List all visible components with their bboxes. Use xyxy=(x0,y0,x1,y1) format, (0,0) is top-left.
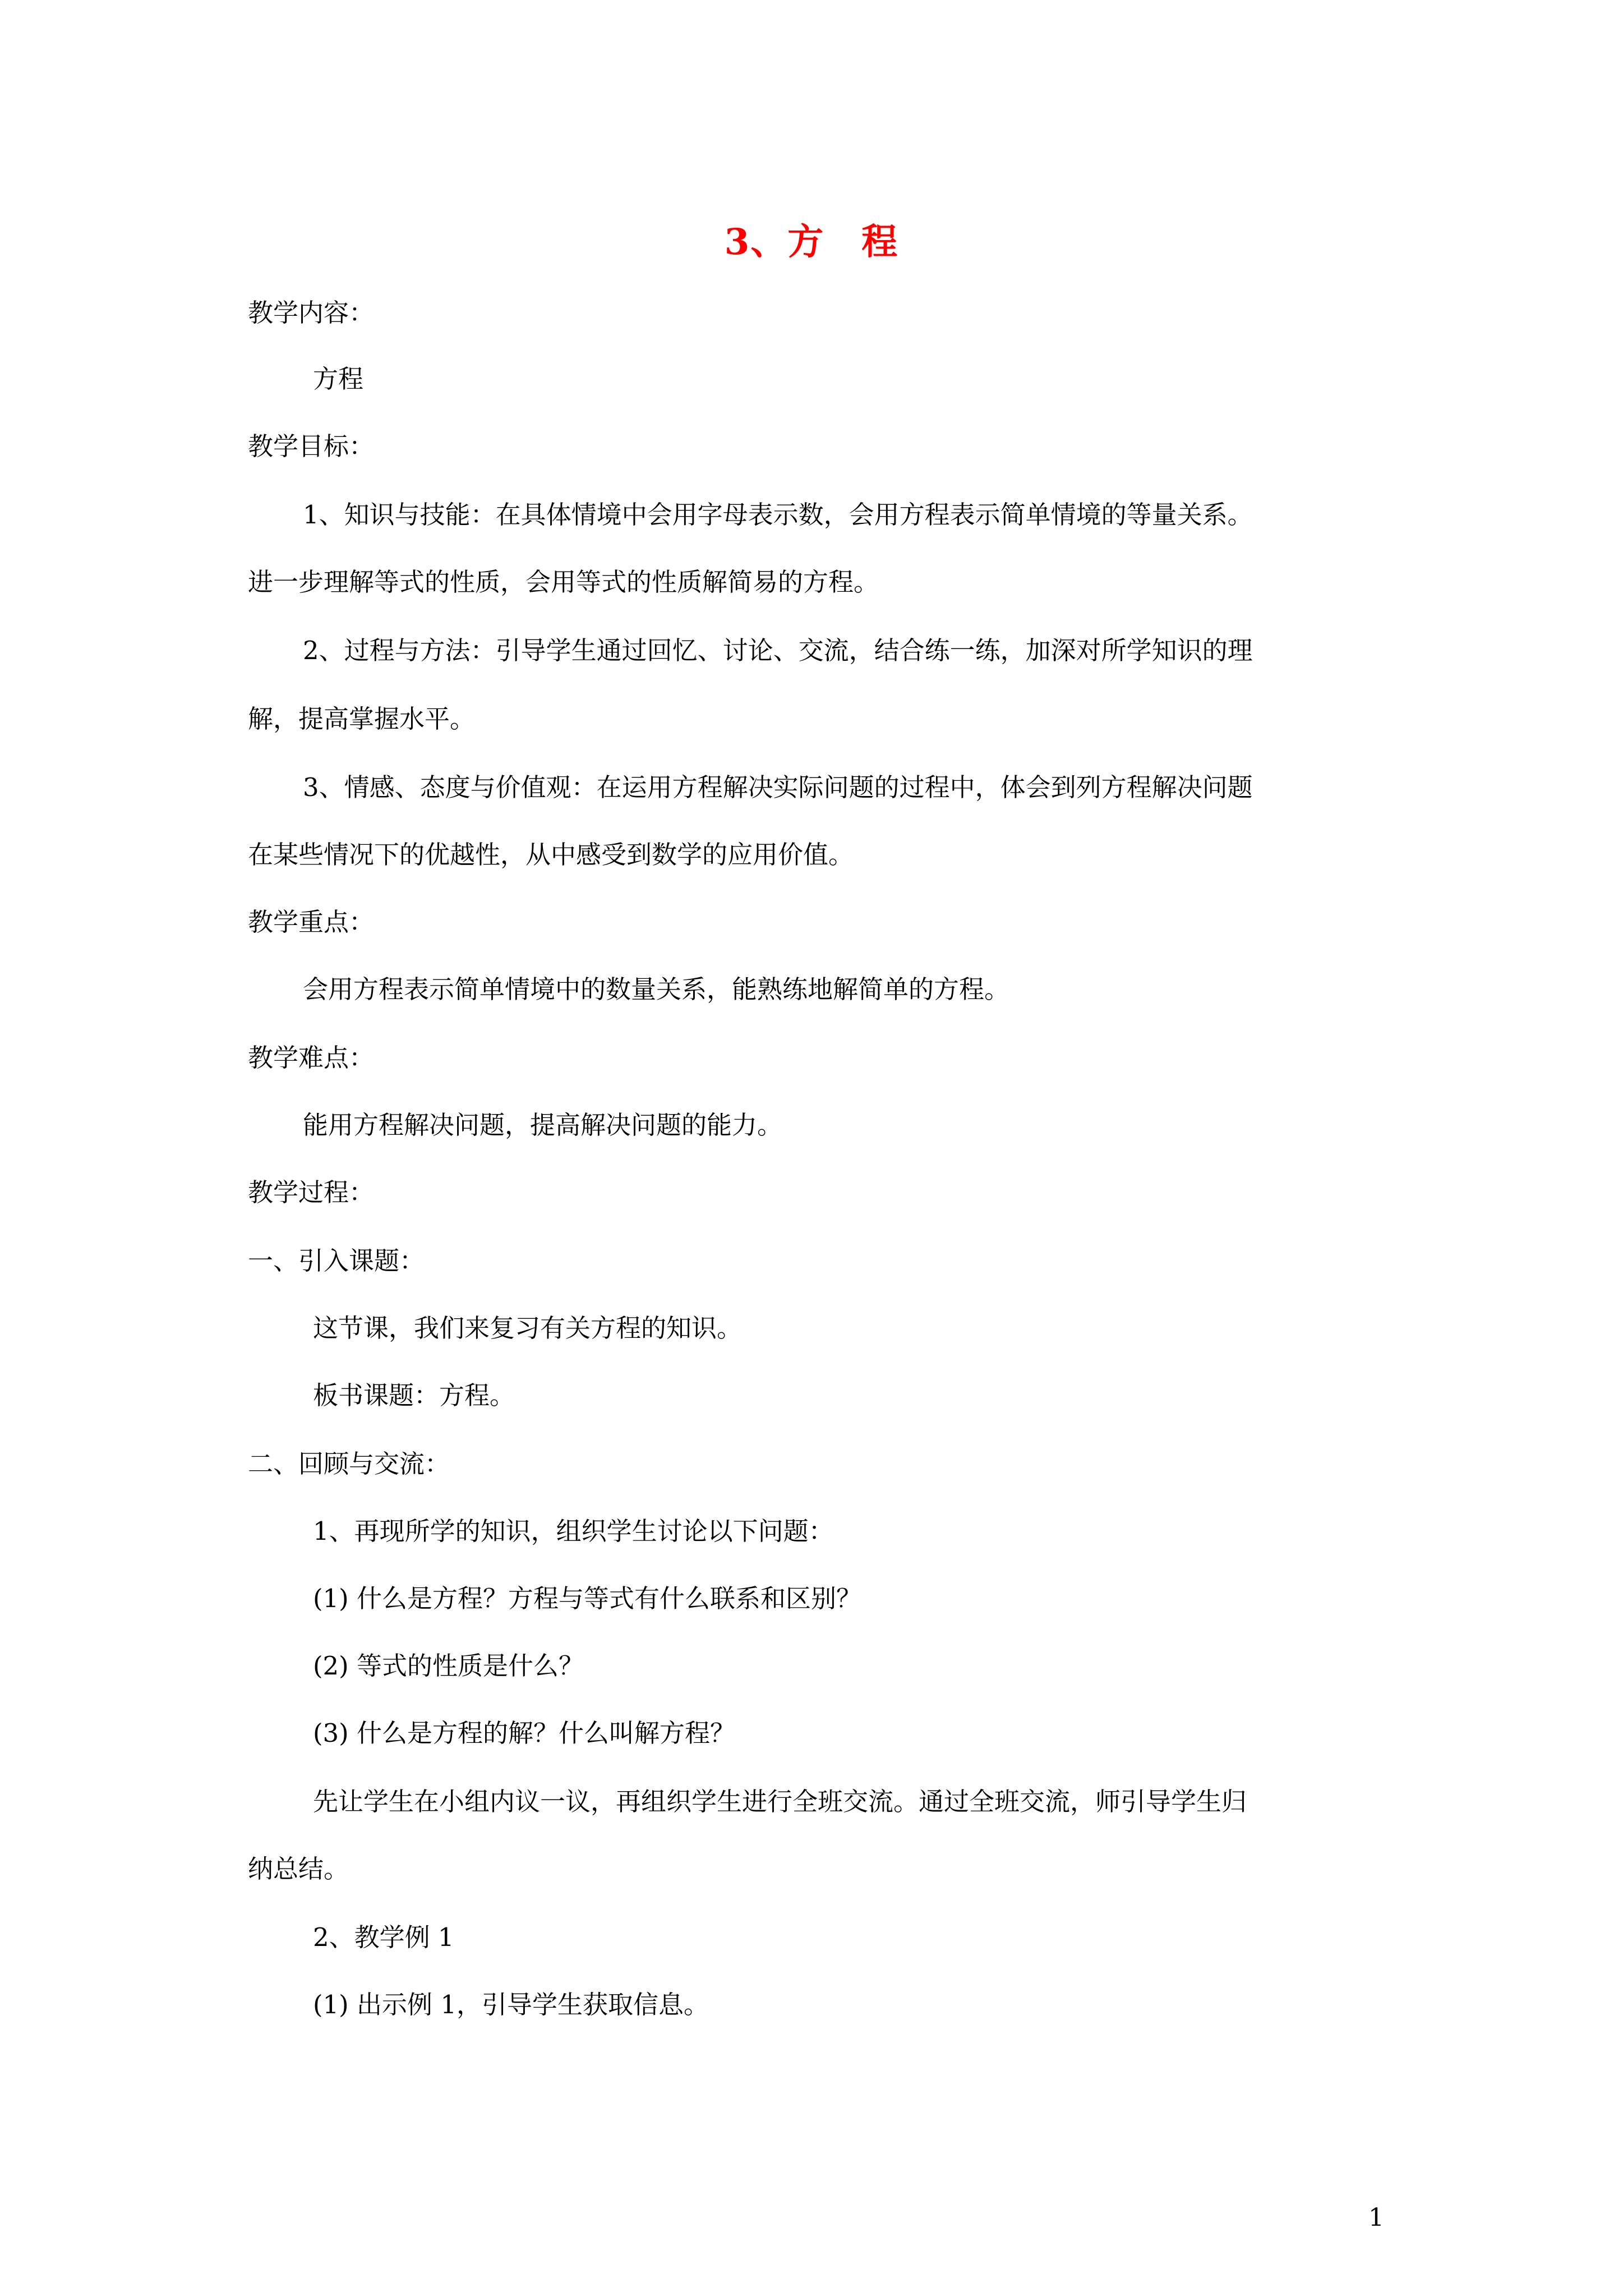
heading-teaching-process: 教学过程： xyxy=(248,1177,375,1207)
goal-3-line-2: 在某些情况下的优越性，从中感受到数学的应用价值。 xyxy=(248,840,854,869)
goal-2-line-2: 解，提高掌握水平。 xyxy=(248,704,476,734)
goal-1-line-2: 进一步理解等式的性质，会用等式的性质解简易的方程。 xyxy=(248,567,879,597)
key-points-text: 会用方程表示简单情境中的数量关系，能熟练地解简单的方程。 xyxy=(303,974,1010,1004)
page-number: 1 xyxy=(1368,2203,1384,2232)
question-2: (2) 等式的性质是什么？ xyxy=(313,1651,584,1681)
question-1: (1) 什么是方程？方程与等式有什么联系和区别？ xyxy=(313,1584,862,1613)
example-heading: 2、教学例 1 xyxy=(313,1922,454,1952)
content-text: 方程 xyxy=(313,364,364,394)
discussion-line-2: 纳总结。 xyxy=(248,1854,349,1884)
example-step-1: (1) 出示例 1，引导学生获取信息。 xyxy=(313,1990,709,2019)
heading-teaching-content: 教学内容： xyxy=(248,298,375,328)
goal-3-line-1: 3、情感、态度与价值观：在运用方程解决实际问题的过程中，体会到列方程解决问题 xyxy=(303,772,1253,802)
section-2-heading: 二、回顾与交流： xyxy=(248,1449,450,1479)
question-3: (3) 什么是方程的解？什么叫解方程？ xyxy=(313,1718,736,1748)
intro-text: 这节课，我们来复习有关方程的知识。 xyxy=(313,1313,743,1343)
heading-difficult-points: 教学难点： xyxy=(248,1043,375,1073)
review-item-1: 1、再现所学的知识，组织学生讨论以下问题： xyxy=(313,1516,834,1546)
goal-1-line-1: 1、知识与技能：在具体情境中会用字母表示数，会用方程表示简单情境的等量关系。 xyxy=(303,500,1253,530)
difficult-points-text: 能用方程解决问题，提高解决问题的能力。 xyxy=(303,1110,783,1140)
board-title-text: 板书课题：方程。 xyxy=(313,1381,515,1410)
document-title: 3、方 程 xyxy=(724,221,899,263)
discussion-line-1: 先让学生在小组内议一议，再组织学生进行全班交流。通过全班交流，师引导学生归 xyxy=(313,1787,1247,1816)
heading-key-points: 教学重点： xyxy=(248,907,375,937)
section-1-heading: 一、引入课题： xyxy=(248,1246,425,1276)
heading-teaching-goals: 教学目标： xyxy=(248,431,375,461)
goal-2-line-1: 2、过程与方法：引导学生通过回忆、讨论、交流，结合练一练，加深对所学知识的理 xyxy=(303,636,1253,665)
